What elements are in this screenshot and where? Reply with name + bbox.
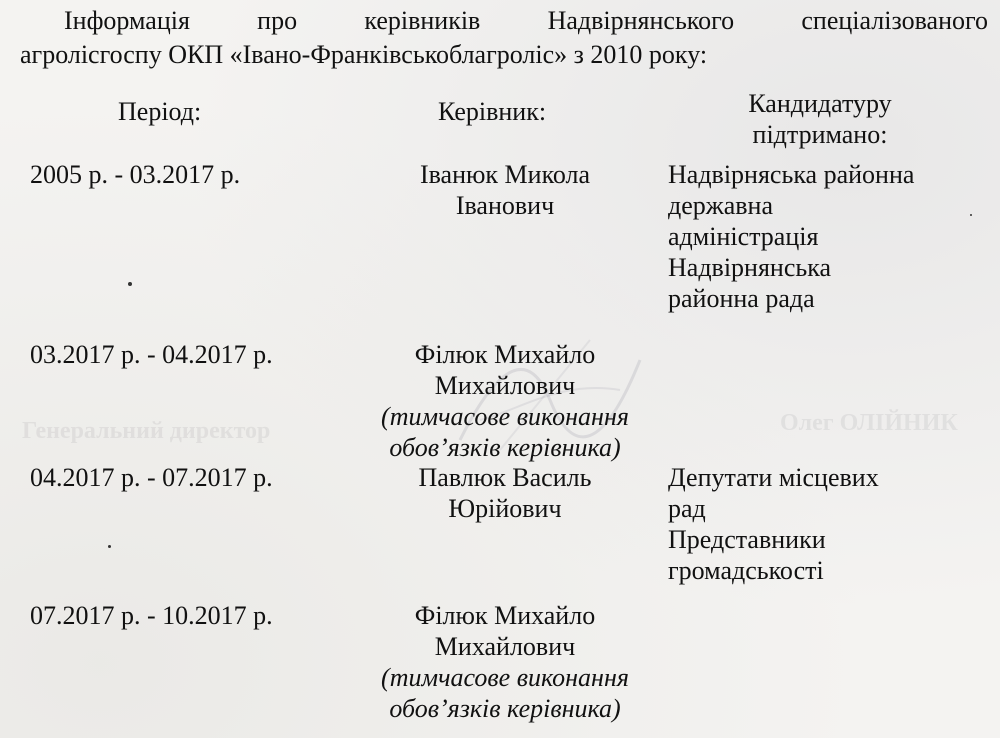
- row-4-leader-line-2: Михайлович: [434, 632, 576, 661]
- header-support-line-1: Кандидатуру: [748, 89, 892, 118]
- header-leader: Керівник:: [438, 97, 547, 126]
- header-period: Період:: [118, 97, 202, 126]
- row-3-leader-line-2: Юрійович: [448, 494, 562, 523]
- row-3-support-line-2: рад: [668, 494, 706, 523]
- row-4-leader-line-1: Філюк Михайло: [414, 601, 596, 630]
- intro-paragraph: [20, 4, 988, 72]
- row-1-support-line-5: районна рада: [668, 284, 815, 313]
- row-1-leader-line-2: Іванович: [455, 191, 555, 220]
- row-3-leader: [340, 462, 670, 524]
- row-3-period: 04.2017 р. - 07.2017 р.: [30, 463, 273, 492]
- paper-speck: [108, 545, 111, 548]
- row-1-support-line-1: Надвірняська районна: [668, 160, 915, 189]
- row-3-leader-line-1: Павлюк Василь: [418, 463, 592, 492]
- row-1-support: [668, 159, 988, 314]
- row-1-leader-line-1: Іванюк Микола: [419, 160, 591, 189]
- row-1-leader: [340, 159, 670, 221]
- bleed-through-right-text: Олег ОЛІЙНИК: [780, 410, 958, 436]
- row-3-support: [668, 462, 988, 586]
- header-support: [700, 88, 940, 150]
- row-3-support-line-3: Представники: [668, 525, 826, 554]
- row-2-leader-line-1: Філюк Михайло: [414, 340, 596, 369]
- row-4-leader-note-2: обов’язків керівника): [389, 694, 621, 723]
- row-2-leader-note-1: (тимчасове виконання: [381, 402, 629, 431]
- header-support-line-2: підтримано:: [752, 120, 888, 149]
- bleed-through-left-text: Генеральний директор: [22, 418, 271, 444]
- row-4-period: 07.2017 р. - 10.2017 р.: [30, 601, 273, 630]
- row-1-support-line-2: державна: [668, 191, 774, 220]
- paper-speck: [128, 282, 132, 286]
- row-2-period: 03.2017 р. - 04.2017 р.: [30, 340, 273, 369]
- row-2-leader-line-2: Михайлович: [434, 371, 576, 400]
- intro-line-1: Інформація про керівників Надвірнянського спеціалізованого: [64, 6, 988, 35]
- row-3-support-line-1: Депутати місцевих: [668, 463, 879, 492]
- row-1-support-line-4: Надвірнянська: [668, 253, 832, 282]
- intro-line-2: агролісгоспу ОКП «Івано-Франківськоблагроліс» з 2010 року:: [20, 40, 708, 69]
- row-2-leader: [340, 339, 670, 463]
- row-3-support-line-4: громадськості: [668, 556, 824, 585]
- row-4-leader-note-1: (тимчасове виконання: [381, 663, 629, 692]
- row-1-support-line-3: адміністрація: [668, 222, 819, 251]
- row-1-period: 2005 р. - 03.2017 р.: [30, 160, 241, 189]
- row-2-leader-note-2: обов’язків керівника): [389, 433, 621, 462]
- row-4-leader: [340, 600, 670, 724]
